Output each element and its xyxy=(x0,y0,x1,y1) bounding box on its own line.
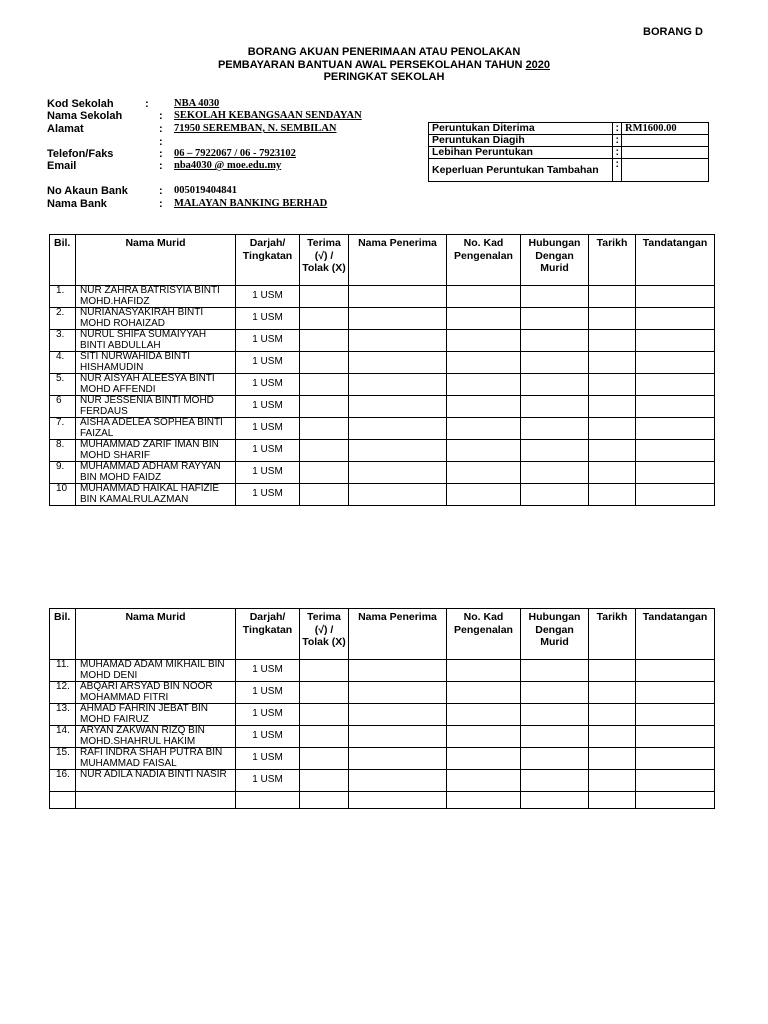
terima-cell[interactable] xyxy=(300,374,349,396)
student-name-cell: MUHAMMAD ZARIF IMAN BIN MOHD SHARIF xyxy=(76,440,236,462)
tarikh-cell[interactable] xyxy=(589,374,636,396)
table-row xyxy=(50,726,715,748)
kad-pengenalan-cell[interactable] xyxy=(447,682,521,704)
kad-pengenalan-cell[interactable] xyxy=(447,462,521,484)
bil-cell: 16. xyxy=(50,770,76,792)
bil-cell: 10 xyxy=(50,484,76,506)
hubungan-cell[interactable] xyxy=(521,770,589,792)
grade-cell: 1 USM xyxy=(236,286,300,308)
kad-pengenalan-cell[interactable] xyxy=(447,440,521,462)
allocation-row-lebihan xyxy=(429,147,709,159)
table-row xyxy=(50,418,715,440)
nama-penerima-cell[interactable] xyxy=(349,726,447,748)
terima-cell[interactable] xyxy=(300,440,349,462)
student-name-cell: RAFI INDRA SHAH PUTRA BIN MUHAMMAD FAISAL xyxy=(76,748,236,770)
grade-cell: 1 USM xyxy=(236,418,300,440)
tandatangan-cell[interactable] xyxy=(636,330,715,352)
diagih-label: Peruntukan Diagih xyxy=(429,135,613,147)
blank-cell[interactable] xyxy=(636,792,715,809)
nama-penerima-cell[interactable] xyxy=(349,704,447,726)
blank-row xyxy=(50,792,715,809)
tarikh-cell[interactable] xyxy=(589,308,636,330)
terima-cell[interactable] xyxy=(300,330,349,352)
diterima-label: Peruntukan Diterima xyxy=(429,123,613,135)
colon: : xyxy=(159,123,163,135)
grade-cell: 1 USM xyxy=(236,726,300,748)
grade-cell: 1 USM xyxy=(236,704,300,726)
colon: : xyxy=(613,123,622,135)
kad-pengenalan-cell[interactable] xyxy=(447,418,521,440)
email-label: Email xyxy=(47,160,77,172)
tarikh-cell[interactable] xyxy=(589,396,636,418)
title-line-1: BORANG AKUAN PENERIMAAN ATAU PENOLAKAN xyxy=(247,46,521,58)
tandatangan-cell[interactable] xyxy=(636,462,715,484)
tandatangan-cell[interactable] xyxy=(636,308,715,330)
lebihan-value[interactable] xyxy=(622,147,709,159)
header-nama-penerima: Nama Penerima xyxy=(349,235,447,286)
colon: : xyxy=(159,160,163,172)
terima-cell[interactable] xyxy=(300,682,349,704)
kod-sekolah-label: Kod Sekolah xyxy=(47,98,114,110)
kad-pengenalan-cell[interactable] xyxy=(447,660,521,682)
tarikh-cell[interactable] xyxy=(589,286,636,308)
table-row xyxy=(50,440,715,462)
grade-cell: 1 USM xyxy=(236,374,300,396)
table-row xyxy=(50,396,715,418)
nama-penerima-cell[interactable] xyxy=(349,374,447,396)
student-name-cell: NUR ZAHRA BATRISYIA BINTI MOHD.HAFIDZ xyxy=(76,286,236,308)
hubungan-cell[interactable] xyxy=(521,330,589,352)
header-hubungan: Hubungan Dengan Murid xyxy=(521,235,589,286)
form-title xyxy=(0,46,768,84)
header-darjah: Darjah/ Tingkatan xyxy=(236,235,300,286)
student-name-cell: AHMAD FAHRIN JEBAT BIN MOHD FAIRUZ xyxy=(76,704,236,726)
kod-sekolah-value: NBA 4030 xyxy=(174,98,220,109)
colon: : xyxy=(159,198,163,210)
table-row xyxy=(50,660,715,682)
student-name-cell: ARYAN ZAKWAN RIZQ BIN MOHD.SHAHRUL HAKIM xyxy=(76,726,236,748)
nama-penerima-cell[interactable] xyxy=(349,352,447,374)
nama-penerima-cell[interactable] xyxy=(349,484,447,506)
bil-cell: 14. xyxy=(50,726,76,748)
nama-bank-label: Nama Bank xyxy=(47,198,107,210)
colon: : xyxy=(159,148,163,160)
allocation-row-keperluan xyxy=(429,159,709,182)
kad-pengenalan-cell[interactable] xyxy=(447,286,521,308)
header-tarikh: Tarikh xyxy=(589,235,636,286)
bil-cell: 6 xyxy=(50,396,76,418)
header-bil: Bil. xyxy=(50,235,76,286)
grade-cell: 1 USM xyxy=(236,748,300,770)
hubungan-cell[interactable] xyxy=(521,374,589,396)
table-row xyxy=(50,748,715,770)
grade-cell: 1 USM xyxy=(236,308,300,330)
bil-cell: 8. xyxy=(50,440,76,462)
terima-cell[interactable] xyxy=(300,726,349,748)
grade-cell: 1 USM xyxy=(236,440,300,462)
hubungan-cell[interactable] xyxy=(521,682,589,704)
tandatangan-cell[interactable] xyxy=(636,748,715,770)
bil-cell: 15. xyxy=(50,748,76,770)
tarikh-cell[interactable] xyxy=(589,330,636,352)
header-terima: Terima (√) / Tolak (X) xyxy=(300,609,349,660)
alamat-label: Alamat xyxy=(47,123,84,135)
hubungan-cell[interactable] xyxy=(521,704,589,726)
terima-cell[interactable] xyxy=(300,704,349,726)
nama-penerima-cell[interactable] xyxy=(349,462,447,484)
nama-sekolah-value: SEKOLAH KEBANGSAAN SENDAYAN xyxy=(174,110,362,121)
header-tandatangan: Tandatangan xyxy=(636,235,715,286)
table-row xyxy=(50,352,715,374)
colon: : xyxy=(613,147,622,159)
nama-penerima-cell[interactable] xyxy=(349,748,447,770)
student-name-cell: NUR JESSENIA BINTI MOHD FERDAUS xyxy=(76,396,236,418)
student-name-cell: MUHAMAD ADAM MIKHAIL BIN MOHD DENI xyxy=(76,660,236,682)
student-name-cell: NUR ADILA NADIA BINTI NASIR xyxy=(76,770,236,792)
grade-cell: 1 USM xyxy=(236,352,300,374)
terima-cell[interactable] xyxy=(300,484,349,506)
terima-cell[interactable] xyxy=(300,286,349,308)
grade-cell: 1 USM xyxy=(236,682,300,704)
tandatangan-cell[interactable] xyxy=(636,726,715,748)
diagih-value[interactable] xyxy=(622,135,709,147)
terima-cell[interactable] xyxy=(300,462,349,484)
header-bil: Bil. xyxy=(50,609,76,660)
tandatangan-cell[interactable] xyxy=(636,440,715,462)
tandatangan-cell[interactable] xyxy=(636,660,715,682)
akaun-bank-value: 005019404841 xyxy=(174,185,237,196)
tandatangan-cell[interactable] xyxy=(636,770,715,792)
kad-pengenalan-cell[interactable] xyxy=(447,726,521,748)
student-name-cell: NURUL SHIFA SUMAIYYAH BINTI ABDULLAH xyxy=(76,330,236,352)
kad-pengenalan-cell[interactable] xyxy=(447,374,521,396)
blank-cell[interactable] xyxy=(521,792,589,809)
colon: : xyxy=(159,110,163,122)
nama-penerima-cell[interactable] xyxy=(349,440,447,462)
hubungan-cell[interactable] xyxy=(521,462,589,484)
nama-sekolah-label: Nama Sekolah xyxy=(47,110,123,122)
grade-cell: 1 USM xyxy=(236,462,300,484)
terima-cell[interactable] xyxy=(300,660,349,682)
hubungan-cell[interactable] xyxy=(521,726,589,748)
nama-penerima-cell[interactable] xyxy=(349,286,447,308)
nama-penerima-cell[interactable] xyxy=(349,418,447,440)
table-row xyxy=(50,704,715,726)
students-table-2 xyxy=(49,608,715,809)
terima-cell[interactable] xyxy=(300,418,349,440)
bil-cell: 5. xyxy=(50,374,76,396)
header-kad-pengenalan: No. Kad Pengenalan xyxy=(447,235,521,286)
hubungan-cell[interactable] xyxy=(521,660,589,682)
grade-cell: 1 USM xyxy=(236,330,300,352)
header-kad-pengenalan: No. Kad Pengenalan xyxy=(447,609,521,660)
tarikh-cell[interactable] xyxy=(589,748,636,770)
nama-penerima-cell[interactable] xyxy=(349,396,447,418)
tarikh-cell[interactable] xyxy=(589,682,636,704)
kad-pengenalan-cell[interactable] xyxy=(447,704,521,726)
header-terima: Terima (√) / Tolak (X) xyxy=(300,235,349,286)
hubungan-cell[interactable] xyxy=(521,440,589,462)
kad-pengenalan-cell[interactable] xyxy=(447,748,521,770)
nama-penerima-cell[interactable] xyxy=(349,770,447,792)
student-name-cell: NURIANASYAKIRAH BINTI MOHD ROHAIZAD xyxy=(76,308,236,330)
grade-cell: 1 USM xyxy=(236,660,300,682)
students-table-1 xyxy=(49,234,715,506)
bil-cell: 13. xyxy=(50,704,76,726)
student-name-cell: SITI NURWAHIDA BINTI HISHAMUDIN xyxy=(76,352,236,374)
tandatangan-cell[interactable] xyxy=(636,484,715,506)
bil-cell: 7. xyxy=(50,418,76,440)
colon: : xyxy=(613,159,622,182)
tandatangan-cell[interactable] xyxy=(636,418,715,440)
bil-cell: 4. xyxy=(50,352,76,374)
colon: : xyxy=(145,98,149,110)
tandatangan-cell[interactable] xyxy=(636,704,715,726)
hubungan-cell[interactable] xyxy=(521,484,589,506)
allocation-row-diterima xyxy=(429,123,709,135)
hubungan-cell[interactable] xyxy=(521,352,589,374)
table-header-row xyxy=(50,609,715,660)
kad-pengenalan-cell[interactable] xyxy=(447,484,521,506)
grade-cell: 1 USM xyxy=(236,396,300,418)
student-name-cell: MUHAMMAD ADHAM RAYYAN BIN MOHD FAIDZ xyxy=(76,462,236,484)
tarikh-cell[interactable] xyxy=(589,418,636,440)
colon: : xyxy=(159,185,163,197)
hubungan-cell[interactable] xyxy=(521,748,589,770)
hubungan-cell[interactable] xyxy=(521,396,589,418)
grade-cell: 1 USM xyxy=(236,770,300,792)
allocation-table xyxy=(428,122,709,182)
tarikh-cell[interactable] xyxy=(589,660,636,682)
hubungan-cell[interactable] xyxy=(521,418,589,440)
table-header-row xyxy=(50,235,715,286)
hubungan-cell[interactable] xyxy=(521,308,589,330)
student-name-cell: MUHAMMAD HAIKAL HAFIZIE BIN KAMALRULAZMAN xyxy=(76,484,236,506)
bil-cell: 3. xyxy=(50,330,76,352)
form-code: BORANG D xyxy=(643,26,703,38)
nama-penerima-cell[interactable] xyxy=(349,660,447,682)
bil-cell: 1. xyxy=(50,286,76,308)
tarikh-cell[interactable] xyxy=(589,704,636,726)
tarikh-cell[interactable] xyxy=(589,726,636,748)
lebihan-label: Lebihan Peruntukan xyxy=(429,147,613,159)
title-line-2 xyxy=(0,59,768,72)
tandatangan-cell[interactable] xyxy=(636,374,715,396)
table-row xyxy=(50,374,715,396)
header-tandatangan: Tandatangan xyxy=(636,609,715,660)
colon: : xyxy=(159,136,163,148)
telefon-value: 06 – 7922067 / 06 - 7923102 xyxy=(174,148,296,159)
tandatangan-cell[interactable] xyxy=(636,352,715,374)
nama-penerima-cell[interactable] xyxy=(349,682,447,704)
table-row xyxy=(50,770,715,792)
kad-pengenalan-cell[interactable] xyxy=(447,330,521,352)
tarikh-cell[interactable] xyxy=(589,352,636,374)
title-line-3: PERINGKAT SEKOLAH xyxy=(323,71,445,83)
keperluan-value[interactable] xyxy=(622,159,709,182)
tandatangan-cell[interactable] xyxy=(636,682,715,704)
email-value: nba4030 @ moe.edu.my xyxy=(174,160,282,171)
terima-cell[interactable] xyxy=(300,748,349,770)
grade-cell: 1 USM xyxy=(236,484,300,506)
header-nama-murid: Nama Murid xyxy=(76,609,236,660)
table-row xyxy=(50,286,715,308)
header-nama-penerima: Nama Penerima xyxy=(349,609,447,660)
blank-cell[interactable] xyxy=(50,792,76,809)
blank-cell[interactable] xyxy=(300,792,349,809)
header-nama-murid: Nama Murid xyxy=(76,235,236,286)
blank-cell[interactable] xyxy=(236,792,300,809)
tandatangan-cell[interactable] xyxy=(636,396,715,418)
student-name-cell: AISHA ADELEA SOPHEA BINTI FAIZAL xyxy=(76,418,236,440)
student-name-cell: ABQARI ARSYAD BIN NOOR MOHAMMAD FITRI xyxy=(76,682,236,704)
bil-cell: 12. xyxy=(50,682,76,704)
header-tarikh: Tarikh xyxy=(589,609,636,660)
tarikh-cell[interactable] xyxy=(589,484,636,506)
kad-pengenalan-cell[interactable] xyxy=(447,396,521,418)
tarikh-cell[interactable] xyxy=(589,462,636,484)
blank-cell[interactable] xyxy=(76,792,236,809)
table-row xyxy=(50,330,715,352)
terima-cell[interactable] xyxy=(300,352,349,374)
tarikh-cell[interactable] xyxy=(589,770,636,792)
table-row xyxy=(50,682,715,704)
blank-cell[interactable] xyxy=(349,792,447,809)
tandatangan-cell[interactable] xyxy=(636,286,715,308)
nama-bank-value: MALAYAN BANKING BERHAD xyxy=(174,198,328,209)
table-row xyxy=(50,462,715,484)
diterima-value: RM1600.00 xyxy=(622,123,709,135)
title-year: 2020 xyxy=(525,58,551,71)
blank-cell[interactable] xyxy=(447,792,521,809)
bil-cell: 2. xyxy=(50,308,76,330)
bil-cell: 9. xyxy=(50,462,76,484)
title-line-2-text: PEMBAYARAN BANTUAN AWAL PERSEKOLAHAN TAHUN xyxy=(217,58,526,71)
telefon-label: Telefon/Faks xyxy=(47,148,114,160)
table-row xyxy=(50,308,715,330)
header-hubungan: Hubungan Dengan Murid xyxy=(521,609,589,660)
student-name-cell: NUR AISYAH ALEESYA BINTI MOHD AFFENDI xyxy=(76,374,236,396)
table-row xyxy=(50,484,715,506)
allocation-row-diagih xyxy=(429,135,709,147)
header-darjah: Darjah/ Tingkatan xyxy=(236,609,300,660)
akaun-bank-label: No Akaun Bank xyxy=(47,185,128,197)
nama-penerima-cell[interactable] xyxy=(349,308,447,330)
keperluan-label: Keperluan Peruntukan Tambahan xyxy=(429,159,613,182)
hubungan-cell[interactable] xyxy=(521,286,589,308)
blank-cell[interactable] xyxy=(589,792,636,809)
terima-cell[interactable] xyxy=(300,396,349,418)
nama-penerima-cell[interactable] xyxy=(349,330,447,352)
tarikh-cell[interactable] xyxy=(589,440,636,462)
kad-pengenalan-cell[interactable] xyxy=(447,770,521,792)
alamat-value: 71950 SEREMBAN, N. SEMBILAN xyxy=(174,123,337,134)
kad-pengenalan-cell[interactable] xyxy=(447,308,521,330)
terima-cell[interactable] xyxy=(300,770,349,792)
kad-pengenalan-cell[interactable] xyxy=(447,352,521,374)
colon: : xyxy=(613,135,622,147)
bil-cell: 11. xyxy=(50,660,76,682)
terima-cell[interactable] xyxy=(300,308,349,330)
